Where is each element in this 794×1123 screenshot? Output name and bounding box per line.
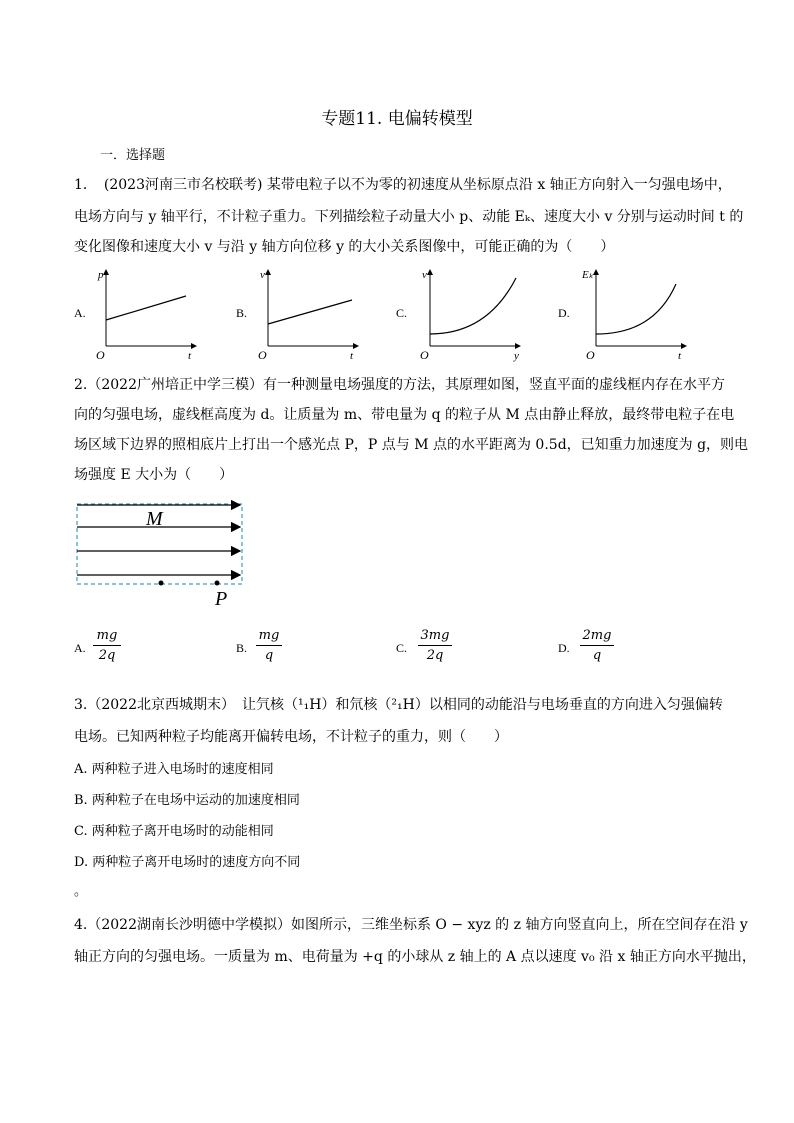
q2-option-d-fraction xyxy=(580,628,614,663)
q2-option-d-den: q xyxy=(592,648,602,663)
q2-option-c-num: 3mg xyxy=(420,628,450,643)
q3-option-c: C. 两种粒子离开电场时的动能相同 xyxy=(74,824,274,839)
q3-line-2: 电场。已知两种粒子均能离开偏转电场，不计粒子的重力，则（ ） xyxy=(74,729,508,745)
q2-line-1: 2.（2022广州培正中学三模）有一种测量电场强度的方法，其原理如图，竖直平面的虚线框内存在水平方 xyxy=(74,377,725,393)
q2-option-a-num: mg xyxy=(96,628,118,643)
q3-option-d: D. 两种粒子离开电场时的速度方向不同 xyxy=(74,855,301,870)
q2-option-d-label: D. xyxy=(558,641,570,655)
q1-graph-d-ylabel: Eₖ xyxy=(582,269,594,281)
q1-graph-d xyxy=(582,262,692,362)
q4-line-2: 轴正方向的匀强电场。一质量为 m、电荷量为 +q 的小球从 z 轴上的 A 点以速度 v₀ 沿 x 轴正方向水平抛出， xyxy=(74,949,756,965)
q1-graph-d-curve xyxy=(596,284,676,334)
q1-option-c-label: C. xyxy=(396,306,408,320)
q1-graph-a-origin: O xyxy=(96,348,105,362)
q1-graph-a-ylabel: p xyxy=(98,269,104,281)
q1-option-b-label: B. xyxy=(236,306,248,320)
q2-line-4: 场强度 E 大小为（ ） xyxy=(74,467,234,483)
q2-label-p: P xyxy=(215,588,228,610)
q1-graph-c-xlabel: y xyxy=(514,350,519,362)
q1-option-d-label: D. xyxy=(558,306,570,320)
q1-graph-c-origin: O xyxy=(420,348,429,362)
q2-option-d-num: 2mg xyxy=(582,628,612,643)
q2-label-m: M xyxy=(146,508,163,530)
q4-line-1: 4.（2022湖南长沙明德中学模拟）如图所示，三维坐标系 O − xyz 的 z 轴方向竖直向上，所在空间存在沿 y xyxy=(74,917,748,933)
q1-graph-c xyxy=(416,262,526,362)
q1-line-1: 1． (2023河南三市名校联考) 某带电粒子以不为零的初速度从坐标原点沿 x 轴正方向射入一匀强电场中， xyxy=(74,177,732,193)
q2-option-c-den: 2q xyxy=(426,648,444,663)
section-heading: 一．选择题 xyxy=(100,148,166,163)
q2-option-c-label: C. xyxy=(396,641,408,655)
q1-graph-c-ylabel: v xyxy=(422,269,427,281)
q2-option-b-fraction xyxy=(256,628,282,663)
q1-option-a-label: A. xyxy=(74,306,86,320)
q3-trailing-mark: 。 xyxy=(74,884,88,899)
q2-option-b-den: q xyxy=(264,648,274,663)
q1-graph-d-origin: O xyxy=(586,348,595,362)
q2-option-a-label: A. xyxy=(74,641,86,655)
q1-graph-a-xlabel: t xyxy=(188,350,192,362)
q2-point-p xyxy=(215,581,220,586)
q1-graph-b-origin: O xyxy=(258,348,267,362)
q2-point-below-m xyxy=(159,581,164,586)
q2-line-2: 向的匀强电场，虚线框高度为 d。让质量为 m、带电量为 q 的粒子从 M 点由静止释放，最终带电粒子在电 xyxy=(74,407,735,423)
q1-line-2: 电场方向与 y 轴平行，不计粒子重力。下列描绘粒子动量大小 p、动能 Eₖ、速度大小 v 分别与运动时间 t 的 xyxy=(74,209,744,225)
q1-graph-b xyxy=(254,262,364,362)
q1-graph-a-curve xyxy=(106,296,186,320)
q3-option-a: A. 两种粒子进入电场时的速度相同 xyxy=(74,762,274,777)
q1-graph-a xyxy=(92,262,202,362)
q2-option-b-num: mg xyxy=(258,628,280,643)
q3-line-1: 3.（2022北京西城期末） 让氕核（¹₁H）和氘核（²₁H）以相同的动能沿与电场垂直的方向进入匀强偏转 xyxy=(74,697,723,713)
q2-option-b-label: B. xyxy=(236,641,248,655)
q1-graph-b-xlabel: t xyxy=(350,350,354,362)
q1-line-3: 变化图像和速度大小 v 与沿 y 轴方向位移 y 的大小关系图像中，可能正确的为（ ） xyxy=(74,239,615,255)
q2-field-diagram xyxy=(70,496,260,611)
q1-graph-d-xlabel: t xyxy=(678,350,682,362)
q1-graph-b-curve xyxy=(268,300,352,324)
q1-graph-b-ylabel: v xyxy=(260,269,265,281)
q2-option-a-den: 2q xyxy=(98,648,116,663)
q2-option-a-fraction xyxy=(93,628,121,663)
q2-option-c-fraction xyxy=(418,628,452,663)
q2-line-3: 场区域下边界的照相底片上打出一个感光点 P，P 点与 M 点的水平距离为 0.5d，已知重力加速度为 g，则电 xyxy=(74,437,749,453)
q1-graph-c-curve xyxy=(430,278,516,334)
page-title: 专题11. 电偏转模型 xyxy=(321,109,473,129)
q3-option-b: B. 两种粒子在电场中运动的加速度相同 xyxy=(74,793,300,808)
